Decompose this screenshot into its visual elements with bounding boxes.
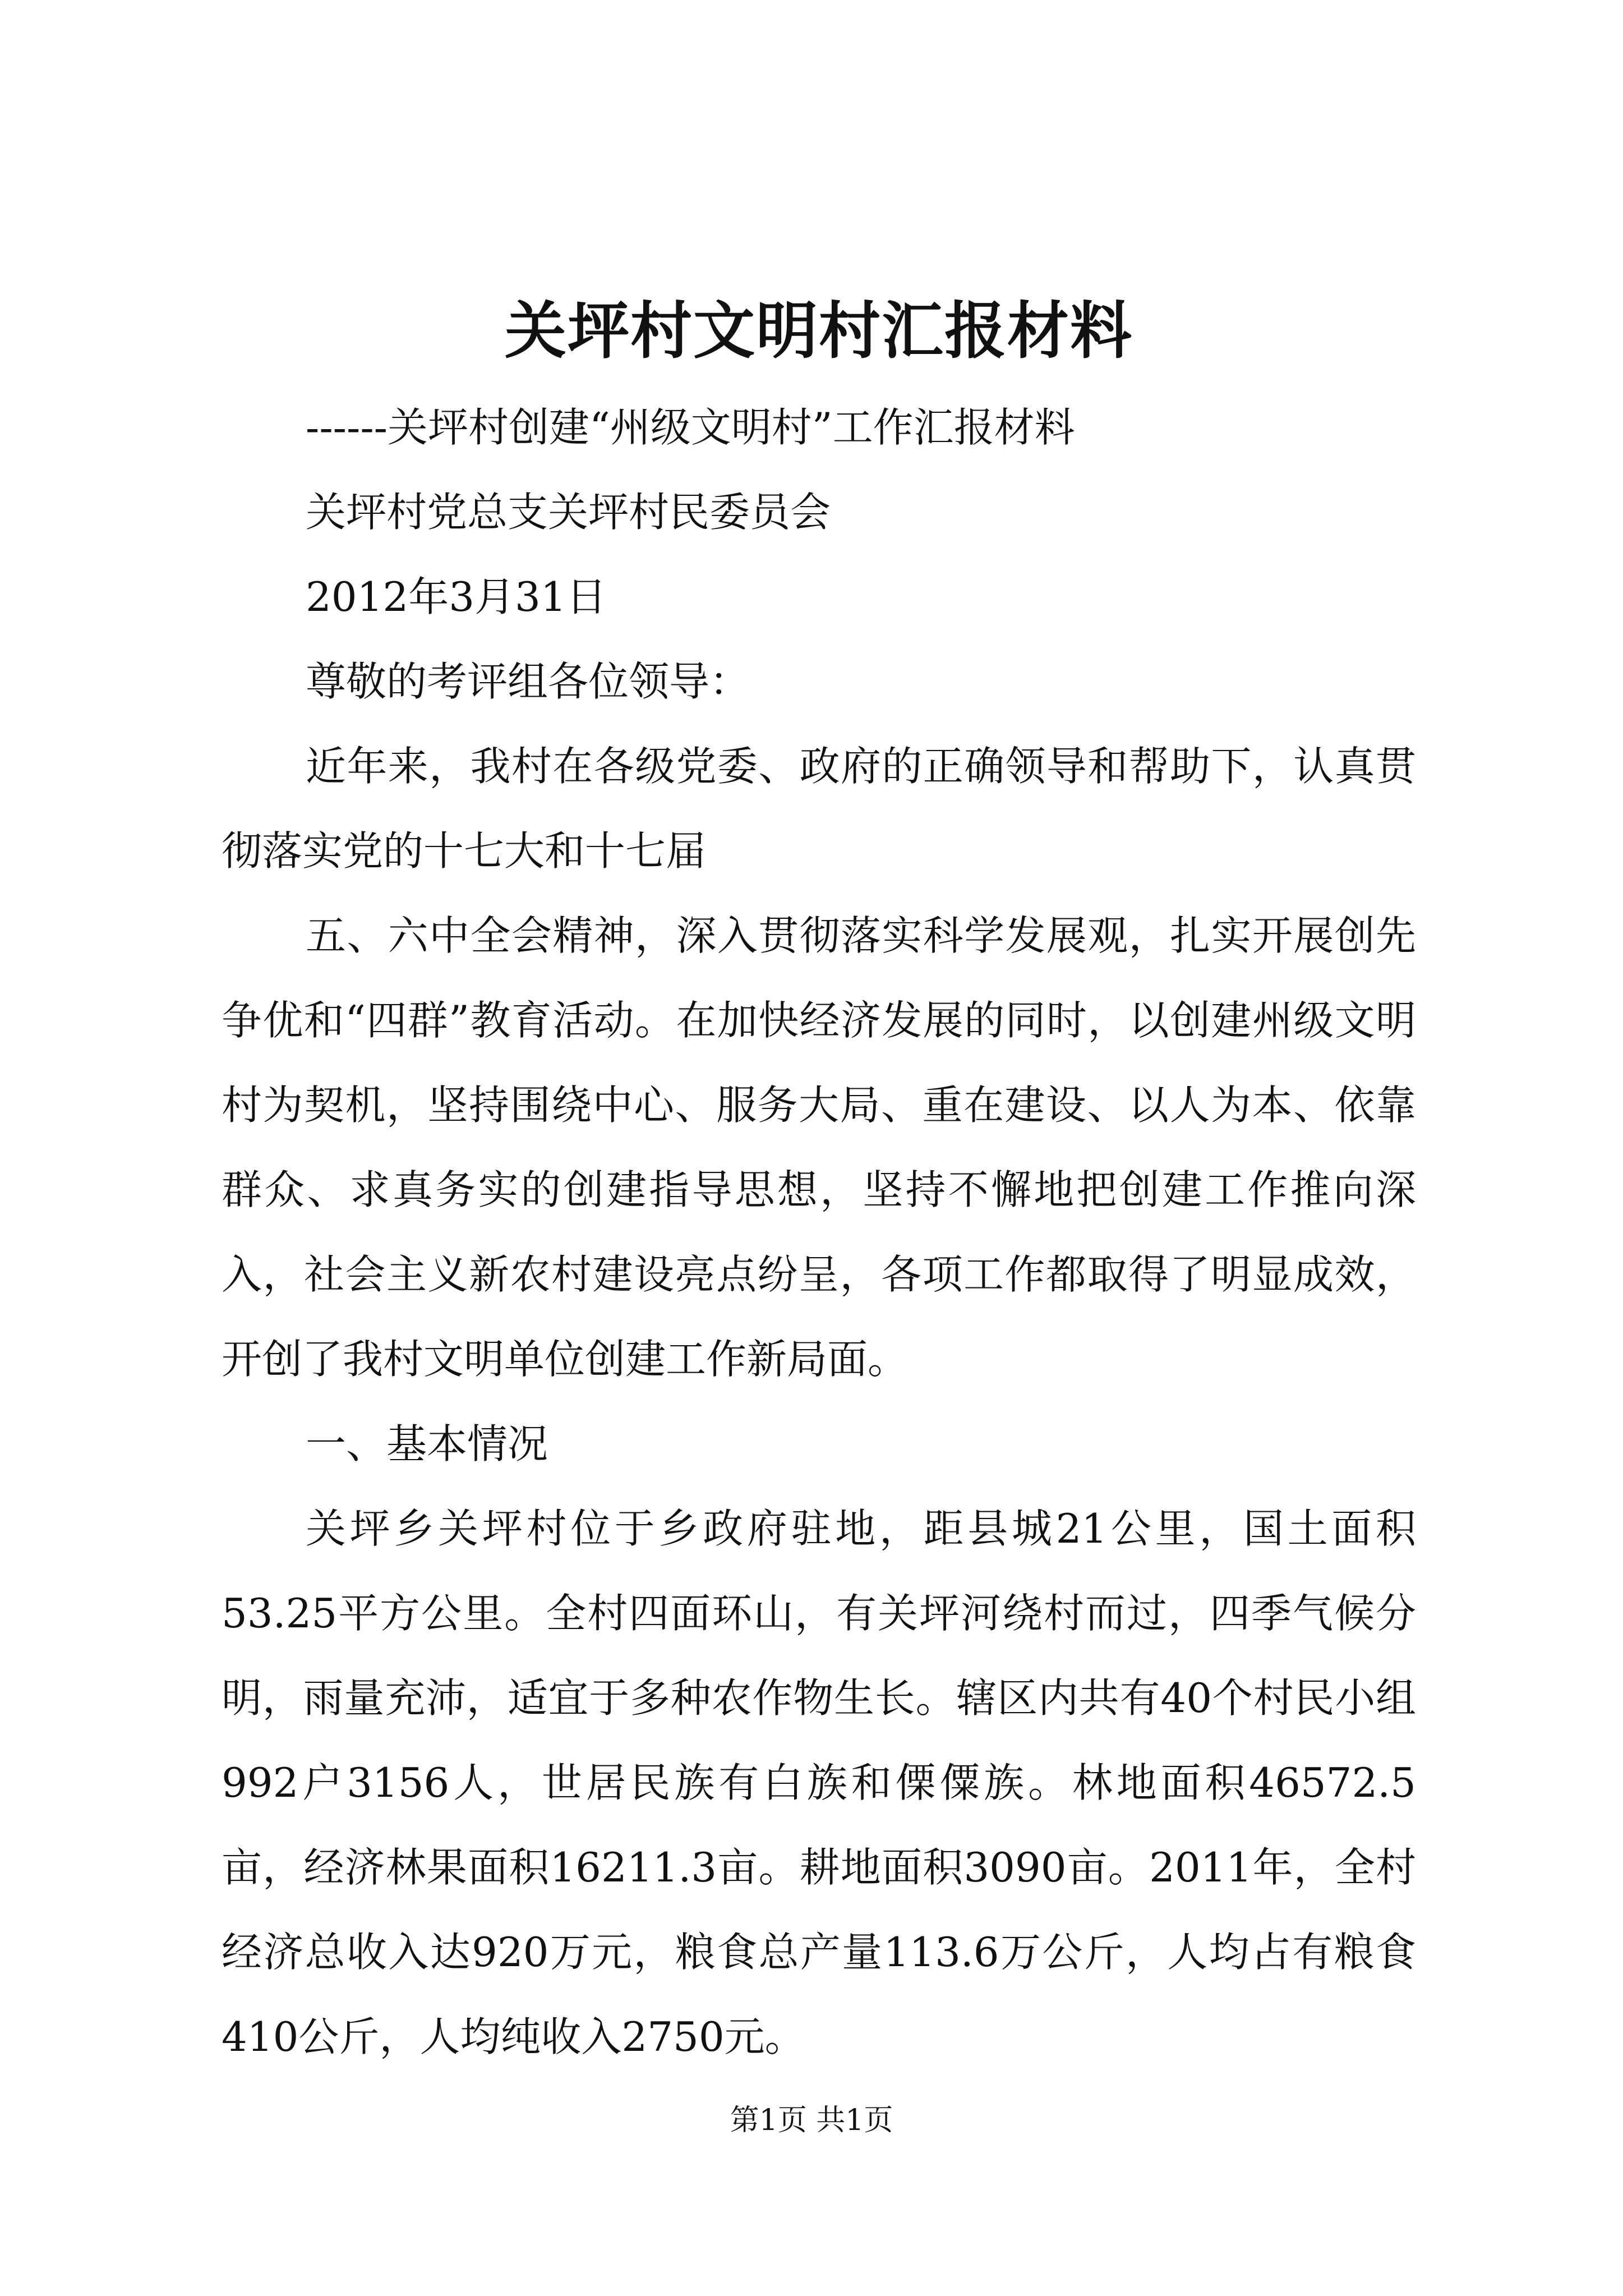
document-title: 关坪村文明村汇报材料 <box>505 295 1133 367</box>
section-heading: 一、基本情况 <box>306 1420 548 1467</box>
issuer-line: 关坪村党总支关坪村民委员会 <box>306 489 831 536</box>
paragraph-basic-info: 关坪乡关坪村位于乡政府驻地，距县城21公里，国土面积53.25平方公里。全村四面环山，有关坪河绕村而过，四季气候分明，雨量充沛，适宜于多种农作物生长。辖区内共有40个村民小组992户3156人，世居民族有白族和傈僳族。林地面积46572.5亩，经济林果面积16211.3亩。耕地面积3090亩。2011年，全村经济总收入达920万元，粮食总产量113.6万公斤，人均占有粮食410公斤，人均纯收入2750元。 <box>222 1505 1416 2060</box>
salutation: 尊敬的考评组各位领导： <box>306 658 750 705</box>
document-body <box>222 283 1416 2079</box>
paragraph-main: 五、六中全会精神，深入贯彻落实科学发展观，扎实开展创先争优和“四群”教育活动。在加快经济发展的同时，以创建州级文明村为契机，坚持围绕中心、服务大局、重在建设、以人为本、依靠群众、求真务实的创建指导思想，坚持不懈地把创建工作推向深入，社会主义新农村建设亮点纷呈，各项工作都取得了明显成效，开创了我村文明单位创建工作新局面。 <box>222 912 1416 1383</box>
date-line: 2012年3月31日 <box>306 573 607 620</box>
paragraph-intro: 近年来，我村在各级党委、政府的正确领导和帮助下，认真贯彻落实党的十七大和十七届 <box>222 743 1416 875</box>
page-footer: 第1页 共1页 <box>730 2104 893 2137</box>
document-subtitle: ------关坪村创建“州级文明村”工作汇报材料 <box>306 404 1075 451</box>
